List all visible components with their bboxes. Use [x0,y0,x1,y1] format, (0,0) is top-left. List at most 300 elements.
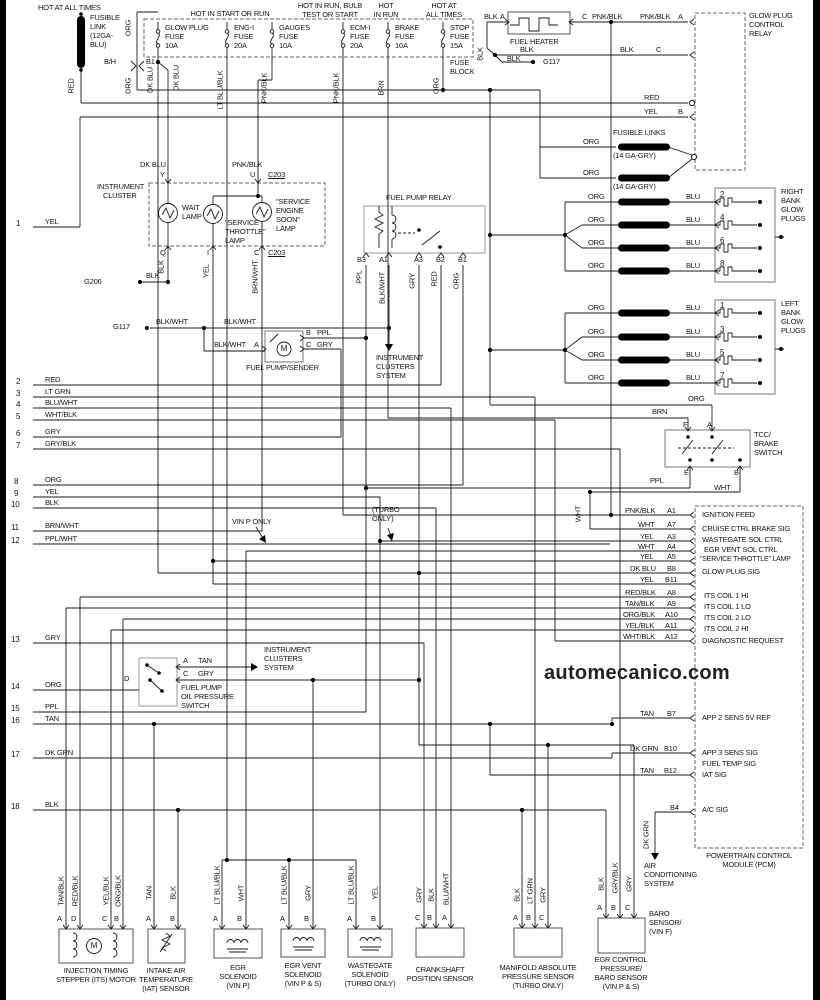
diagram-label: FUEL PUMP [181,683,222,692]
diagram-label: YEL [45,487,59,496]
diagram-label: A [513,913,518,922]
diagram-label: PPL/WHT [45,534,77,543]
diagram-label: PNK/BLK [331,72,341,104]
diagram-label: D [71,914,77,923]
diagram-label: B12 [664,766,677,775]
diagram-label: BRN [652,407,668,416]
diagram-label: 17 [11,750,20,759]
diagram-label: BLOCK [450,67,475,76]
diagram-label: ORG [451,272,461,290]
diagram-label: FUSE [234,32,254,41]
diagram-label: BLU/WHT [441,872,451,906]
diagram-label: IGNITION FEED [702,510,755,519]
diagram-label: APP 2 SENS 5V REF [702,713,771,722]
diagram-label: 10A [165,41,178,50]
diagram-label: BANK [781,308,801,317]
diagram-label: BLU [686,327,700,336]
diagram-label: B [678,107,683,116]
diagram-label: BARO SENSOR [594,973,648,982]
diagram-label: IN RUN [373,10,399,19]
diagram-label: B [237,914,242,923]
diagram-label: ORG [588,327,605,336]
diagram-label: WHT/BLK [45,410,77,419]
diagram-label: BLK/WHT [214,340,246,349]
diagram-label: WHT [236,884,246,902]
diagram-label: SWITCH [181,701,210,710]
diagram-label: 13 [11,635,20,644]
diagram-label: "SERVICE [225,218,259,227]
diagram-label: MANIFOLD ABSOLUTE [499,963,577,972]
diagram-label: YEL [640,532,654,541]
diagram-label: LT BLU/BLK [215,70,225,110]
diagram-label: GAUGES [279,23,310,32]
diagram-label: GLOW [781,205,804,214]
diagram-label: GRY [624,876,634,892]
diagram-label: B [114,914,119,923]
diagram-label: ORG [588,238,605,247]
diagram-label: A1 [667,506,676,515]
diagram-label: C [183,669,189,678]
diagram-label: GRY [317,340,333,349]
diagram-label: BRN/WHT [45,521,79,530]
diagram-label: BRN [376,80,386,96]
diagram-label: B11 [665,575,678,584]
diagram-label: CRUISE CTRL BRAKE SIG [702,524,791,533]
diagram-label: ORG [588,215,605,224]
diagram-label: BLU [686,238,700,247]
diagram-label: LAMP [225,236,245,245]
diagram-label: PPL [45,702,59,711]
diagram-label: ENG-I [234,23,254,32]
diagram-label: WASTEGATE [347,961,393,970]
diagram-label: B2 [436,255,445,264]
diagram-label: AIR [644,861,656,870]
diagram-label: A [597,903,602,912]
diagram-label: RIGHT [781,187,804,196]
diagram-label: GRY [538,887,548,903]
diagram-label: DK GRN [45,748,73,757]
diagram-label: BLU [686,350,700,359]
diagram-label: A [213,914,218,923]
diagram-label: ORG/BLK [623,610,655,619]
diagram-label: 8 [720,259,725,268]
diagram-label: 14 [11,682,20,691]
diagram-label: FUEL PUMP RELAY [386,193,452,202]
diagram-label: I [207,248,209,257]
diagram-label: STOP [450,23,470,32]
diagram-label: BLK [168,886,178,900]
diagram-label: PRESSURE SENSOR [501,972,575,981]
diagram-label: LT GRN [45,387,71,396]
diagram-label: A/C SIG [702,805,729,814]
diagram-label: LEFT [781,299,799,308]
diagram-label: PNK/BLK [625,506,656,515]
diagram-label: (14 GA-GRY) [613,151,656,160]
diagram-label: A10 [665,610,678,619]
diagram-label: BLK [512,888,522,902]
diagram-label: C203 [268,248,286,257]
diagram-label: B [371,914,376,923]
diagram-label: ALL TIMES [425,10,463,19]
diagram-label: ORG [688,394,705,403]
diagram-label: Q [160,248,166,257]
diagram-label: SYSTEM [376,371,406,380]
diagram-label: YEL [45,217,59,226]
diagram-label: WHT/BLK [623,632,655,641]
diagram-label: APP 3 SENS SIG [702,748,758,757]
diagram-label: BLK [620,45,634,54]
diagram-label: ITS COIL 1 LO [704,602,751,611]
diagram-label: M [90,941,98,950]
diagram-label: YEL [640,575,654,584]
diagram-label: BLK [520,45,534,54]
diagram-label: INSTRUMENT [97,182,145,191]
diagram-label: BLK [426,888,436,902]
diagram-label: WHT [573,505,583,523]
diagram-label: (TURBO ONLY) [344,979,396,988]
diagram-label: 20A [350,41,363,50]
diagram-label: FUSIBLE LINKS [613,128,666,137]
diagram-label: BLK/WHT [156,317,188,326]
diagram-label: ORG [431,77,441,95]
diagram-label: A3 [667,532,676,541]
diagram-label: GRY/BLK [45,439,76,448]
diagram-label: (VIN F) [649,927,672,936]
diagram-label: MODULE (PCM) [722,860,776,869]
diagram-label: BLU [686,261,700,270]
diagram-label: PPL [317,328,331,337]
diagram-label: B [734,468,739,477]
diagram-label: CLUSTERS [264,654,303,663]
diagram-label: STEPPER (ITS) MOTOR [56,975,136,984]
diagram-label: DK BLU [140,160,166,169]
diagram-label: BLK [156,260,166,274]
diagram-label: (VIN P & S) [284,979,322,988]
diagram-label: ORG [123,19,133,37]
diagram-label: IAT SIG [702,770,727,779]
diagram-label: 8 [14,477,19,486]
diagram-label: SOLENOID [351,970,389,979]
diagram-label: ORG [583,168,600,177]
diagram-label: G117 [113,322,130,331]
diagram-label: TAN [45,714,59,723]
diagram-label: (IAT) SENSOR [142,984,190,993]
diagram-label: PNK/BLK [232,160,263,169]
diagram-label: A [347,914,352,923]
diagram-label: "SERVICE THROTTLE" LAMP [700,556,791,563]
diagram-label: ORG [123,77,133,95]
diagram-label: (VIN P & S) [602,982,640,991]
diagram-label: A4 [667,542,676,551]
diagram-label: ITS COIL 2 HI [704,624,749,633]
diagram-label: A3 [414,255,423,264]
diagram-label: INSTRUMENT [264,645,312,654]
diagram-label: GRY [407,273,417,289]
diagram-label: 5 [16,412,21,421]
diagram-label: OIL PRESSURE [181,692,234,701]
diagram-label: GRY [45,427,61,436]
diagram-label: ITS COIL 2 LO [704,613,751,622]
diagram-label: GRY [198,669,214,678]
diagram-label: SWITCH [754,448,783,457]
diagram-label: A12 [665,632,678,641]
diagram-label: GLOW PLUG SIG [702,567,760,576]
diagram-label: C [102,914,108,923]
diagram-label: C [625,903,631,912]
diagram-label: TAN/BLK [625,599,655,608]
diagram-label: C [254,248,260,257]
diagram-label: INJECTION TIMING [63,966,129,975]
diagram-label: B [427,913,432,922]
diagram-label: B [526,913,531,922]
diagram-label: ONLY) [372,514,394,523]
diagram-label: A [500,12,505,21]
diagram-label: TEST OR START [302,10,358,19]
diagram-label: RED [644,93,660,102]
diagram-label: RED [429,271,439,287]
diagram-label: ORG [45,680,62,689]
diagram-label: A [678,12,683,21]
diagram-label: YEL [640,552,654,561]
diagram-label: B8 [667,564,676,573]
diagram-label: SOON" [276,215,300,224]
diagram-label: 6 [720,236,725,245]
diagram-label: BLU) [90,40,107,49]
diagram-label: RED [45,375,61,384]
diagram-label: EGR VENT SOL CTRL [704,545,778,554]
diagram-label: A [442,913,447,922]
diagram-label: BLK [484,12,498,21]
diagram-label: CONTROL [749,20,785,29]
diagram-label: 9 [14,489,19,498]
diagram-label: A [280,914,285,923]
diagram-label: PRESSURE/ [600,964,642,973]
diagram-label: (TURBO [372,505,400,514]
diagram-label: BLK [45,498,59,507]
diagram-label: 20A [234,41,247,50]
diagram-label: B7 [667,709,676,718]
diagram-label: SYSTEM [644,879,674,888]
diagram-label: BLK [475,47,485,61]
diagram-label: PLUGS [781,326,806,335]
diagram-label: E [684,468,689,477]
diagram-label: C [656,45,662,54]
diagram-label: PLUGS [781,214,806,223]
diagram-label: A8 [667,588,676,597]
diagram-label: PNK/BLK [640,12,671,21]
diagram-label: C [415,913,421,922]
diagram-label: EGR CONTROL [594,955,648,964]
diagram-label: FUSE [350,32,370,41]
diagram-label: DK BLU [145,67,155,93]
diagram-label: 11 [11,523,19,532]
diagram-label: ITS COIL 1 HI [704,591,749,600]
diagram-label: ENGINE [276,206,304,215]
diagram-label: ORG [583,137,600,146]
diagram-label: ORG [588,373,605,382]
diagram-label: YEL [370,886,380,900]
diagram-label: BRAKE [754,439,779,448]
diagram-label: HOT AT [431,1,457,10]
diagram-label: DK BLU [630,564,656,573]
diagram-label: CLUSTER [103,191,137,200]
diagram-label: EGR VENT [284,961,322,970]
diagram-label: HOT AT ALL TIMES [38,3,101,12]
diagram-label: 15 [11,704,20,713]
diagram-label: ORG [588,350,605,359]
diagram-label: D [124,674,130,683]
diagram-label: EGR [230,963,246,972]
diagram-label: CONDITIONING [644,870,698,879]
diagram-label: A [146,914,151,923]
diagram-label: LAMP [182,212,202,221]
diagram-label: BLK [146,271,160,280]
diagram-label: 5 [720,348,725,357]
diagram-label: 10A [395,41,408,50]
diagram-label: PPL [650,476,664,485]
diagram-label: RED [66,78,76,94]
diagram-label: FUEL HEATER [510,37,559,46]
diagram-label: BANK [781,196,801,205]
diagram-label: M [280,344,288,353]
diagram-label: FUEL PUMP/SENDER [246,363,319,372]
diagram-label: VIN P ONLY [232,517,272,526]
diagram-label: PNK/BLK [259,72,269,104]
diagram-label: DK GRN [641,821,651,849]
diagram-label: C [306,340,312,349]
diagram-label: TAN/BLK [56,876,66,906]
diagram-label: G206 [84,277,102,286]
diagram-label: A7 [667,520,676,529]
diagram-label: BLU [686,303,700,312]
diagram-label: C [582,12,588,21]
diagram-label: BLK [45,800,59,809]
diagram-label: TAN [640,709,654,718]
diagram-label: 7 [16,441,21,450]
diagram-label: TEMPERATURE [139,975,193,984]
diagram-label: RED/BLK [70,875,80,907]
diagram-label: SOLENOID [284,970,322,979]
diagram-label: (TURBO ONLY) [512,981,564,990]
diagram-label: 16 [11,716,20,725]
diagram-label: YEL/BLK [101,876,111,906]
diagram-label: B [304,914,309,923]
diagram-label: ORG [45,475,62,484]
diagram-label: PNK/BLK [592,12,623,21]
diagram-label: BRN/WHT [250,260,260,294]
diagram-label: FUSE [450,58,470,67]
diagram-label: WAIT [182,203,200,212]
diagram-label: YEL/BLK [625,621,655,630]
diagram-label: B1 [146,57,155,66]
diagram-label: INSTRUMENT [376,353,424,362]
diagram-label: ORG/BLK [113,875,123,907]
diagram-label: B1 [458,255,467,264]
diagram-label: 2 [16,377,21,386]
diagram-label: YEL [644,107,658,116]
diagram-label: FUSE [165,32,185,41]
diagram-label: FUSE [395,32,415,41]
diagram-label: INTAKE AIR [146,966,186,975]
diagram-label: A11 [665,621,678,630]
diagram-label: DK GRN [630,744,658,753]
diagram-label: LINK [90,22,106,31]
diagram-label: ORG [588,192,605,201]
diagram-label: TCC/ [754,430,771,439]
diagram-label: B [611,903,616,912]
diagram-label: FUSE [279,32,299,41]
diagram-label: 10 [11,500,20,509]
diagram-label: C203 [268,170,286,179]
diagram-label: B [306,328,311,337]
diagram-label: C [539,913,545,922]
diagram-label: POWERTRAIN CONTROL [706,851,792,860]
diagram-label: A [707,420,712,429]
diagram-label: (12GA- [90,31,113,40]
diagram-label: B [170,914,175,923]
diagram-label: CRANKSHAFT [415,965,465,974]
diagram-label: BLU/WHT [45,398,78,407]
diagram-label: BLK [596,877,606,891]
diagram-label: BRAKE [395,23,420,32]
diagram-label: B/H [104,57,116,66]
diagram-label: SOLENOID [219,972,257,981]
diagram-label: LT GRN [525,878,535,904]
diagram-label: A5 [667,552,676,561]
diagram-label: 1 [720,301,725,310]
diagram-label: SENSOR/ [649,918,682,927]
diagram-label: ORG [588,303,605,312]
diagram-label: 1 [16,219,21,228]
diagram-label: 3 [720,325,725,334]
diagram-label: U [250,170,256,179]
diagram-label: WHT [638,542,655,551]
diagram-label: PPL [354,270,364,284]
diagram-label: 12 [11,536,20,545]
diagram-label: 15A [450,41,463,50]
diagram-label: BLU [686,192,700,201]
diagram-label: A [254,340,259,349]
diagram-label: Y [160,170,165,179]
diagram-label: SYSTEM [264,663,294,672]
diagram-label: 3 [16,389,21,398]
diagram-label: "SERVICE [276,197,310,206]
diagram-label: BLK/WHT [224,317,256,326]
diagram-label: LAMP [276,224,296,233]
diagram-label: ECM-I [350,23,371,32]
diagram-label: HOT IN RUN, BULB [297,1,363,10]
diagram-label: B4 [670,803,679,812]
diagram-label: A9 [667,599,676,608]
diagram-label: DIAGNOSTIC REQUEST [702,636,784,645]
diagram-label: RELAY [749,29,773,38]
diagram-label: GLOW PLUG [165,23,209,32]
diagram-label: 7 [720,371,725,380]
diagram-label: B10 [664,744,677,753]
diagram-label: GRY [303,885,313,901]
diagram-label: WASTEGATE SOL CTRL [702,535,784,544]
diagram-label: CLUSTERS [376,362,415,371]
diagram-label: 18 [11,802,20,811]
diagram-label: RED/BLK [625,588,656,597]
diagram-label: (14 GA-GRY) [613,182,656,191]
diagram-label: BLU [686,215,700,224]
diagram-label: TAN [640,766,654,775]
watermark: automecanico.com [544,662,730,684]
diagram-label: GRY/BLK [610,862,620,894]
diagram-label: WHT [638,520,655,529]
diagram-label: FUSIBLE [90,13,120,22]
